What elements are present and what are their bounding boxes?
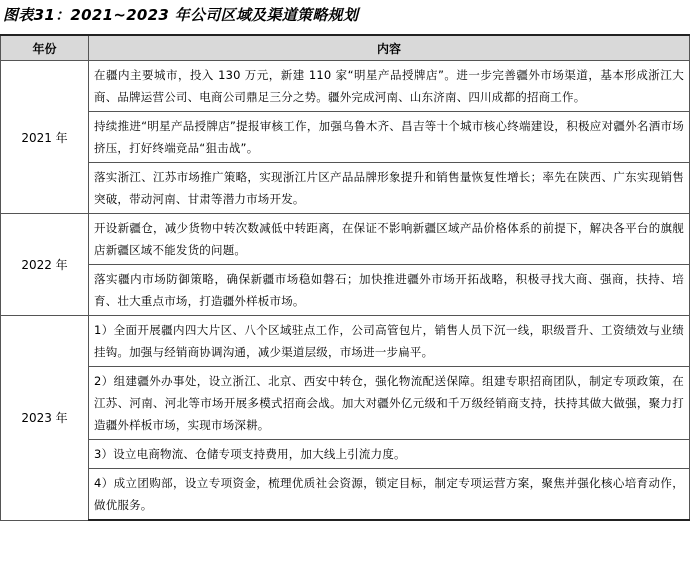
header-year: 年份 [1,35,89,61]
table-row [1,163,690,214]
table-row [1,367,690,440]
content-cell: 1）全面开展疆内四大片区、八个区域驻点工作，公司高管包片，销售人员下沉一线，职级晋升、工资绩效与业绩挂钩。加强与经销商协调沟通，减少渠道层级，市场进一步扁平。 [89,316,690,367]
table-row [1,61,690,112]
table-row [1,440,690,469]
content-cell: 2）组建疆外办事处，设立浙江、北京、西安中转仓，强化物流配送保障。组建专职招商团队，制定专项政策，在江苏、河南、河北等市场开展多模式招商会战。加大对疆外亿元级和千万级经销商支持，扶持其做大做强，聚力打造疆外样板市场，实现市场深耕。 [89,367,690,440]
table-row [1,316,690,367]
figure-title: 图表31：2021~2023 年公司区域及渠道策略规划 [3,6,359,24]
table-header-row [1,35,690,61]
year-cell-2022: 2022 年 [1,214,89,316]
strategy-table [0,34,690,521]
year-cell-2021: 2021 年 [1,61,89,214]
table-row [1,469,690,521]
content-cell: 落实浙江、江苏市场推广策略，实现浙江片区产品品牌形象提升和销售量恢复性增长；率先在陕西、广东实现销售突破，带动河南、甘肃等潜力市场开发。 [89,163,690,214]
table-row [1,112,690,163]
header-content: 内容 [89,35,690,61]
table-row [1,265,690,316]
content-cell: 落实疆内市场防御策略，确保新疆市场稳如磐石；加快推进疆外市场开拓战略，积极寻找大商、强商，扶持、培育、壮大重点市场，打造疆外样板市场。 [89,265,690,316]
content-cell: 持续推进“明星产品授牌店”提报审核工作，加强乌鲁木齐、昌吉等十个城市核心终端建设，积极应对疆外名酒市场挤压，打好终端竞品“狙击战”。 [89,112,690,163]
year-cell-2023: 2023 年 [1,316,89,521]
content-cell: 开设新疆仓，减少货物中转次数减低中转距离，在保证不影响新疆区域产品价格体系的前提下，解决各平台的旗舰店新疆区域不能发货的问题。 [89,214,690,265]
content-cell: 在疆内主要城市，投入 130 万元，新建 110 家“明星产品授牌店”。进一步完善疆外市场渠道，基本形成浙江大商、品牌运营公司、电商公司鼎足三分之势。疆外完成河南、山东济南、四川成都的招商工作。 [89,61,690,112]
content-cell: 4）成立团购部，设立专项资金，梳理优质社会资源，锁定目标，制定专项运营方案，聚焦并强化核心培育动作，做优服务。 [89,469,690,521]
content-cell: 3）设立电商物流、仓储专项支持费用，加大线上引流力度。 [89,440,690,469]
table-row [1,214,690,265]
